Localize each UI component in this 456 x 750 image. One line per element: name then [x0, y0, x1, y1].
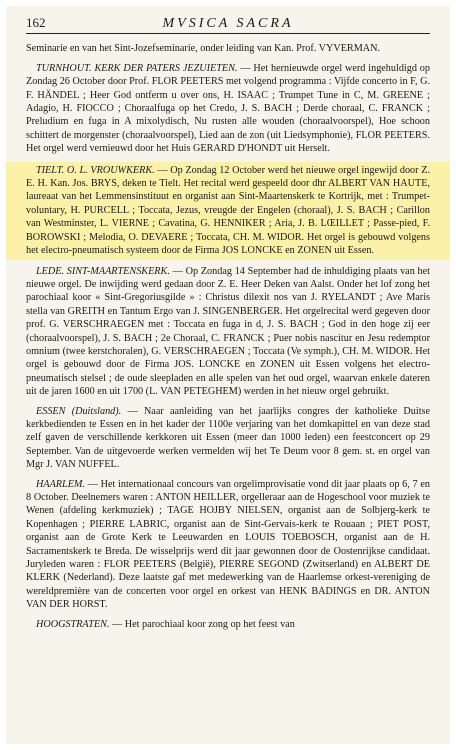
entry-text: — Het parochiaal koor zong op het feest van — [112, 618, 295, 630]
entry-text: — Het internationaal concours van orgelimprovisatie vond dit jaar plaats op 6, 7 en 8 October. Deelnemers waren : ANTON HEILLER, orgelleraar aan de Hogeschool voor muziek te Wenen (afdeling kerkmuziek) ; TAGE HOJBY NIELSEN, organist aan de Solbjerg-kerk te Kopenhagen ; PIERRE LABRIC, organist aan de Sint-Gervais-kerk te Rouaan ; PIET POST, organist aan de Grote Kerk te Leeuwarden en LOUIS TOEBOSCH, organist aan de H. Sacramentskerk te Breda. De wisselprijs werd dit jaar gewonnen door de Oostenrijkse candidaat. Juryleden waren : FLOR PEETERS (België), PIERRE SEGOND (Zwitserland) en ALBERT DE KLERK (Nederland). Deze laatste gaf met medewerking van de Haarlemse orkest-vereniging de wereldpremière van de concerten voor orgel en orkest van HENK BADINGS en DR. ANTON VAN DER HORST. — [26, 478, 430, 611]
document-page — [6, 6, 450, 744]
intro-paragraph — [26, 42, 430, 55]
entry-heading: HAARLEM. — [36, 478, 85, 490]
entry-heading: TURNHOUT. KERK DER PATERS JEZUIETEN. — [36, 62, 238, 74]
entry-heading: ESSEN (Duitsland). — [36, 405, 122, 417]
running-head: MVSICA SACRA — [162, 16, 294, 31]
entry-lede — [26, 265, 430, 399]
entry-tielt — [26, 164, 430, 258]
entry-text: — Op Zondag 12 October werd het nieuwe orgel ingewijd door Z. E. H. Kan. Jos. BRYS, deken te Tielt. Het recital werd gespeeld door dhr ALBERT VAN HAUTE, laureaat van het Lemmensinstituut en organist aan Sint-Maartenskerk te Kortrijk, met : Trumpet-voluntary, H. PURCELL ; Toccata, Jezus, vreugde der Engelen (choraal), J. S. BACH ; Carillon van Westminster, L. VIERNE ; Cavatina, G. HENNIKER ; Aria, J. B. LŒILLET ; Passe-pied, F. BOROWSKI ; Melodia, O. DEVAERE ; Toccata, CH. M. WIDOR. Het orgel is gebouwd volgens het electro-pneumatisch systeem door de Firma JOS LONCKE en ZONEN uit Essen. — [26, 164, 430, 257]
entry-heading: TIELT. O. L. VROUWKERK. — [36, 164, 155, 176]
highlight-block — [6, 162, 450, 260]
entry-heading: LEDE. SINT-MAARTENSKERK. — [36, 265, 170, 277]
entry-text: — Op Zondag 14 September had de inhuldiging plaats van het nieuwe orgel. De inwijding werd gedaan door Z. E. Heer Deken van Aalst. Onder het lof zong het parochiaal koor « Sint-Gregoriusgilde » : Christus dilexit nos van J. RYELANDT ; Ave Maris stella van GREITH en Tantum Ergo van J. SINGENBERGER. Het orgelrecital werd gegeven door prof. G. VERSCHRAEGEN met : Toccata en fuga in d, J. S. BACH ; God in den hoge zij eer (choraalvoorspel), J. S. BACH ; 2e Choraal, C. FRANCK ; Puer nobis nascitur en Jesu redemptor omnium (twee kerstchoralen), G. VERSCHRAEGEN ; Toccata (Ve symph.), CH. M. WIDOR. Het orgel is gebouwd door de Firma JOS. LONCKE en ZONEN uit Essen volgens het electro-pneumatisch stelsel ; de oude sleepladen en alle spelen van het oud orgel, waarvan enkele dateren uit de jaren 1600 en uit 1700 (L. VAN PETEGHEM) werden in het nieuw orgel gebruikt. — [26, 265, 431, 398]
entry-hoogstraten — [26, 618, 430, 631]
entry-essen — [26, 405, 430, 472]
intro-text: Seminarie en van het Sint-Jozefseminarie, onder leiding van Kan. Prof. VYVERMAN. — [26, 43, 381, 55]
entry-text: — Naar aanleiding van het jaarlijks congres der katholieke Duitse kerkbedienden te Essen en in het kader der 1100e verjaring van het domkapittel en van deze stad zelf gaven de verschillende kerkkoren uit Essen (meer dan 1000 leden) een feestconcert op 29 September. Van de uitgevoerde werken vermelden wij het Te Deum voor 8 gem. st. en orgel van Mgr J. VAN NUFFEL. — [26, 405, 431, 471]
page-number: 162 — [26, 15, 46, 30]
entry-haarlem — [26, 478, 430, 612]
entry-heading: HOOGSTRATEN. — [36, 618, 110, 630]
entry-turnhout — [26, 62, 430, 156]
entry-text: — Het hernieuwde orgel werd ingehuldigd op Zondag 26 October door Prof. FLOR PEETERS met volgend programma : Vijfde concerto in F, G. F. HÄNDEL ; Heer God ontferm u over ons, H. ISAAC ; Trumpet Tune in C, M. GREENE ; Adagio, H. FIOCCO ; Choraalfuga op het Credo, J. S. BACH ; Derde choraal, C. FRANCK ; Preludium en fuga in A mixolydisch, Nu rusten alle wouden (choraalvoorspel), Hoe schoon schittert de morgenster (choraalvoorspel), Lied aan de zon (uit Liedsymphonie), FLOR PEETERS. Het orgel werd vernieuwd door het Huis GERARD D'HONDT uit Herselt. — [26, 62, 430, 155]
page-header — [26, 16, 430, 34]
